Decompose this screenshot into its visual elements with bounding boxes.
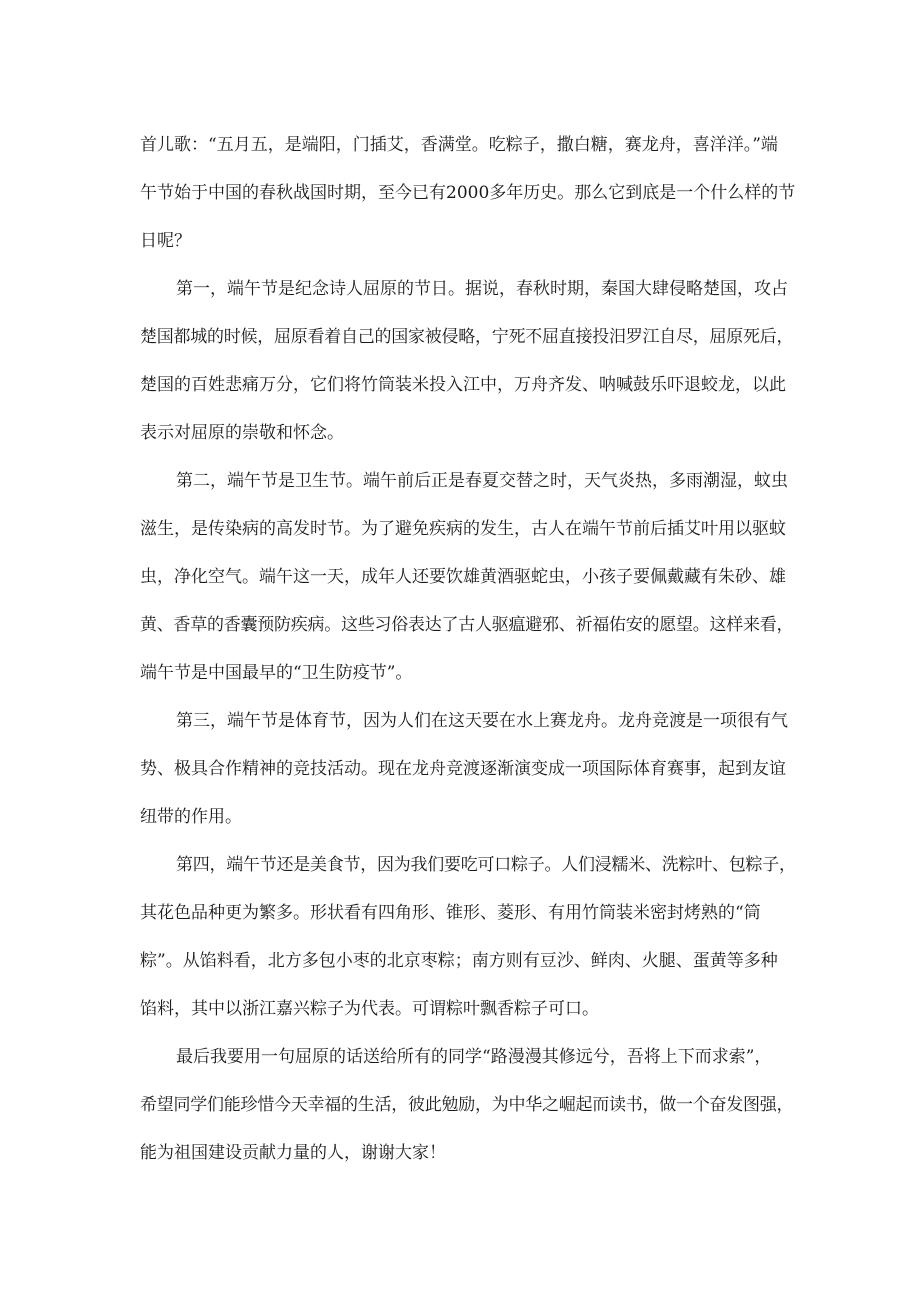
text-line: 黄、香草的香囊预防疾病。这些习俗表达了古人驱瘟避邪、祈福佑安的愿望。这样来看， xyxy=(140,615,794,635)
text-line: 首儿歌：“五月五，是端阳，门插艾，香满堂。吃粽子，撒白糖，赛龙舟，喜洋洋。”端 xyxy=(140,135,778,155)
text-line: 端午节是中国最早的“卫生防疫节”。 xyxy=(140,663,413,683)
text-line: 希望同学们能珍惜今天幸福的生活，彼此勉励，为中华之崛起而读书，做一个奋发图强， xyxy=(140,1095,794,1115)
text-line: 馅料，其中以浙江嘉兴粽子为代表。可谓粽叶飘香粽子可口。 xyxy=(140,999,599,1019)
text-line: 楚国都城的时候，屈原看着自己的国家被侵略，宁死不屈直接投汨罗江自尽，屈原死后， xyxy=(140,327,794,347)
text-line: 午节始于中国的春秋战国时期，至今已有2000多年历史。那么它到底是一个什么样的节 xyxy=(140,183,796,203)
text-line: 第四，端午节还是美食节，因为我们要吃可口粽子。人们浸糯米、洗粽叶、包粽子， xyxy=(176,855,796,875)
text-line: 第二，端午节是卫生节。端午前后正是春夏交替之时，天气炎热，多雨潮湿，蚊虫 xyxy=(176,471,788,491)
text-line: 表示对屈原的崇敬和怀念。 xyxy=(140,423,344,443)
text-line: 能为祖国建设贡献力量的人，谢谢大家！ xyxy=(140,1143,446,1163)
text-line: 第三，端午节是体育节，因为人们在这天要在水上赛龙舟。龙舟竞渡是一项很有气 xyxy=(176,711,788,731)
text-line: 纽带的作用。 xyxy=(140,807,242,827)
text-line: 粽”。从馅料看，北方多包小枣的北京枣粽；南方则有豆沙、鲜肉、火腿、蛋黄等多种 xyxy=(140,951,778,971)
text-line: 滋生，是传染病的高发时节。为了避免疾病的发生，古人在端午节前后插艾叶用以驱蚊 xyxy=(140,519,786,539)
text-line: 第一，端午节是纪念诗人屈原的节日。据说，春秋时期，秦国大肆侵略楚国，攻占 xyxy=(176,279,788,299)
text-line: 虫，净化空气。端午这一天，成年人还要饮雄黄酒驱蛇虫，小孩子要佩戴藏有朱砂、雄 xyxy=(140,567,786,587)
text-line: 日呢？ xyxy=(140,231,191,251)
text-line: 其花色品种更为繁多。形状看有四角形、锥形、菱形、有用竹筒装米密封烤熟的“筒 xyxy=(140,903,761,923)
text-line: 势、极具合作精神的竞技活动。现在龙舟竞渡逐渐演变成一项国际体育赛事，起到友谊 xyxy=(140,759,786,779)
text-line: 楚国的百姓悲痛万分，它们将竹筒装米投入江中，万舟齐发、呐喊鼓乐吓退蛟龙，以此 xyxy=(140,375,786,395)
text-line: 最后我要用一句屈原的话送给所有的同学“路漫漫其修远兮，吾将上下而求索”， xyxy=(176,1047,772,1067)
